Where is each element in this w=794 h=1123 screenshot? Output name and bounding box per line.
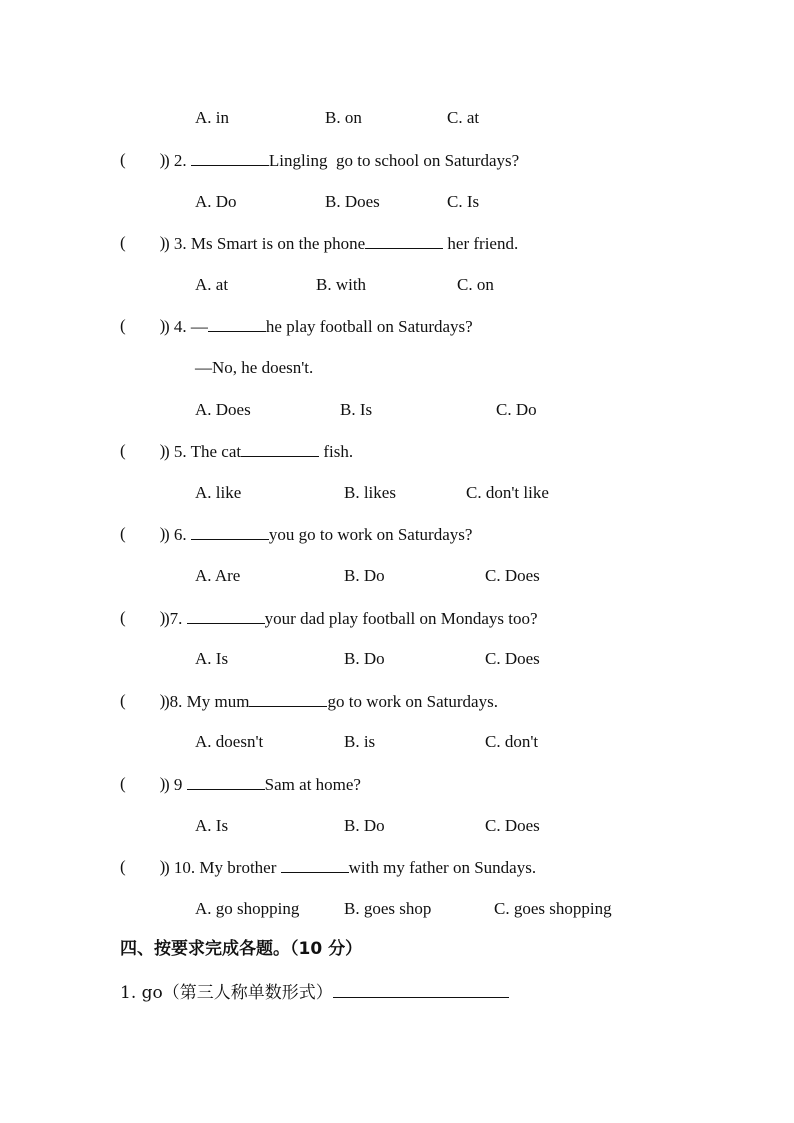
q4-option-b: B. Is xyxy=(340,400,373,419)
q5-number: 5. xyxy=(173,442,187,461)
q2-option-b: B. Does xyxy=(325,192,380,211)
q10-stem: ) 10. My brother with my father on Sundays. xyxy=(164,858,537,877)
q3-after: her friend. xyxy=(443,234,519,253)
q4-before: — xyxy=(190,317,208,336)
q1-option-a: A. in xyxy=(195,108,229,127)
q4-stem: ) 4. — he play football on Saturdays? xyxy=(164,317,473,336)
q3-option-c: C. on xyxy=(457,275,494,294)
q2-option-a: A. Do xyxy=(195,192,237,211)
q10-before: My brother xyxy=(199,858,281,877)
q5-option-a: A. like xyxy=(195,483,242,502)
q6-option-c: C. Does xyxy=(485,566,540,585)
q6-stem: ) 6. you go to work on Saturdays? xyxy=(164,525,473,544)
q10-blank[interactable] xyxy=(281,857,349,873)
q3-blank[interactable] xyxy=(365,233,443,249)
q9-number: 9 xyxy=(173,775,183,794)
q5-before: The cat xyxy=(190,442,242,461)
q6-option-b: B. Do xyxy=(344,566,385,585)
q8-option-c: C. don't xyxy=(485,732,539,751)
q5-stem: ) 5. The cat fish. xyxy=(164,442,354,461)
q7-stem: )7. your dad play football on Mondays too? xyxy=(164,609,538,628)
q2-stem: ) 2. Lingling go to school on Saturdays? xyxy=(164,151,520,170)
q5-blank[interactable] xyxy=(241,441,319,457)
q9-blank[interactable] xyxy=(187,774,265,790)
q6-option-a: A. Are xyxy=(195,566,241,585)
section4-item1-blank[interactable] xyxy=(333,982,509,998)
q9-option-c: C. Does xyxy=(485,816,540,835)
q4-option-c: C. Do xyxy=(496,400,537,419)
q6-blank[interactable] xyxy=(191,524,269,540)
q7-blank[interactable] xyxy=(187,608,265,624)
q8-after: go to work on Saturdays. xyxy=(327,692,498,711)
q10-answer-paren[interactable]: ( ) xyxy=(120,857,166,876)
q3-option-b: B. with xyxy=(316,275,367,294)
section4-heading: 四、按要求完成各题。（10 分） xyxy=(120,939,363,959)
q9-option-b: B. Do xyxy=(344,816,385,835)
section4-item1-prefix: 1. go（第三人称单数形式） xyxy=(120,983,333,1003)
q9-answer-paren[interactable]: ( ) xyxy=(120,774,166,793)
q9-stem: ) 9 Sam at home? xyxy=(164,775,361,794)
q8-option-a: A. doesn't xyxy=(195,732,264,751)
q6-number: 6. xyxy=(173,525,187,544)
q8-number: 8. xyxy=(169,692,183,711)
q8-option-b: B. is xyxy=(344,732,376,751)
q3-number: 3. xyxy=(173,234,187,253)
q10-after: with my father on Sundays. xyxy=(348,858,537,877)
q7-option-c: C. Does xyxy=(485,649,540,668)
q7-after: your dad play football on Mondays too? xyxy=(264,609,538,628)
q10-option-b: B. goes shop xyxy=(344,899,432,918)
q4-option-a: A. Does xyxy=(195,400,251,419)
q3-stem: ) 3. Ms Smart is on the phone her friend. xyxy=(164,234,519,253)
q7-number: 7. xyxy=(169,609,183,628)
q1-option-b: B. on xyxy=(325,108,362,127)
q7-option-a: A. Is xyxy=(195,649,229,668)
q10-number: 10. xyxy=(173,858,196,877)
q4-reply: —No, he doesn't. xyxy=(195,358,314,377)
q8-before: My mum xyxy=(186,692,250,711)
q4-after: he play football on Saturdays? xyxy=(265,317,473,336)
q2-after: Lingling go to school on Saturdays? xyxy=(268,151,520,170)
q4-blank[interactable] xyxy=(208,316,266,332)
q1-option-c: C. at xyxy=(447,108,480,127)
q2-blank[interactable] xyxy=(191,150,269,166)
q4-number: 4. xyxy=(173,317,187,336)
q9-option-a: A. Is xyxy=(195,816,229,835)
section4-item1 xyxy=(120,982,509,1003)
q7-answer-paren[interactable]: ( ) xyxy=(120,608,166,627)
q6-answer-paren[interactable]: ( ) xyxy=(120,524,166,543)
q5-option-b: B. likes xyxy=(344,483,396,502)
q3-before: Ms Smart is on the phone xyxy=(190,234,366,253)
q3-option-a: A. at xyxy=(195,275,229,294)
q2-answer-paren[interactable]: ( ) xyxy=(120,150,166,169)
q5-option-c: C. don't like xyxy=(466,483,549,502)
q3-answer-paren[interactable]: ( ) xyxy=(120,233,166,252)
q6-after: you go to work on Saturdays? xyxy=(268,525,473,544)
q10-option-c: C. goes shopping xyxy=(494,899,612,918)
q2-option-c: C. Is xyxy=(447,192,480,211)
q5-after: fish. xyxy=(319,442,354,461)
q2-number: 2. xyxy=(173,151,187,170)
q8-blank[interactable] xyxy=(249,691,327,707)
q4-answer-paren[interactable]: ( ) xyxy=(120,316,166,335)
q8-stem: )8. My mum go to work on Saturdays. xyxy=(164,692,498,711)
q8-answer-paren[interactable]: ( ) xyxy=(120,691,166,710)
q7-option-b: B. Do xyxy=(344,649,385,668)
q9-after: Sam at home? xyxy=(264,775,361,794)
q10-option-a: A. go shopping xyxy=(195,899,300,918)
q5-answer-paren[interactable]: ( ) xyxy=(120,441,166,460)
